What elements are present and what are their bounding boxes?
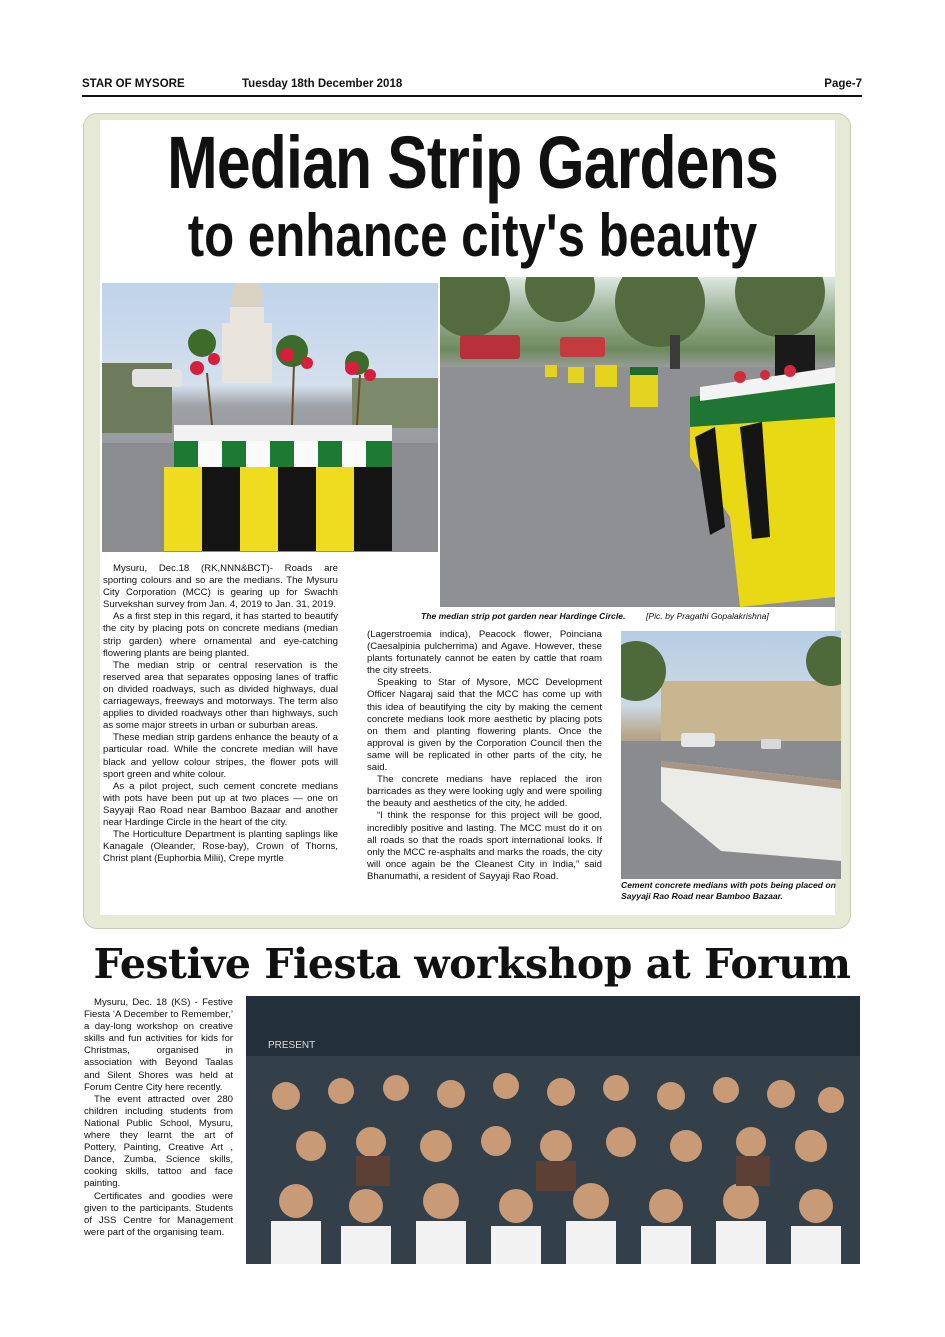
photo2-caption: Cement concrete medians with pots being placed on Sayyaji Rao Road near Bamboo Bazaar.	[621, 880, 836, 901]
hardinge-circle-photo	[440, 277, 835, 607]
header-rule	[82, 95, 862, 97]
photo1-credit: [Pic. by Pragathi Gopalakrishna]	[646, 611, 769, 621]
article1-paragraph: The concrete medians have replaced the iron barricades as they were looking ugly and were spoiling the beauty and aesthetics of the city, he added.	[367, 774, 602, 810]
festive-fiesta-group-photo	[246, 996, 860, 1264]
page-header	[82, 78, 862, 94]
article1-headline: Median Strip Gardens	[167, 121, 778, 204]
photo1-caption: The median strip pot garden near Hardinge Circle.	[421, 611, 626, 621]
page-number: Page-7	[824, 78, 862, 90]
article2-headline: Festive Fiesta workshop at Forum	[93, 940, 851, 988]
article1-paragraph: (Lagerstroemia indica), Peacock flower, Poinciana (Caesalpinia pulcherrima) and Agave. However, these plants fortunately cannot be eaten by cattle that roam the city streets.	[367, 629, 602, 677]
article1-paragraph: The Horticulture Department is planting saplings like Kanagale (Oleander, Rose-bay), Crown of Thorns, Christ plant (Euphorbia Milii), Crepe myrtle	[103, 829, 338, 865]
article2-paragraph: The event attracted over 280 children including students from National Public School, Mysuru, where they learnt the art of Pottery, Painting, Creative Art , Dance, Zumba, Science skills, cooking skills, tattoo and face painting.	[84, 1093, 233, 1190]
article1-paragraph: Mysuru, Dec.18 (RK,NNN&BCT)- Roads are sporting colours and so are the medians. The Mysuru City Corporation (MCC) is gearing up for Swachh Survekshan survey from Jan. 4, 2019 to Jan. 31, 2019.	[103, 563, 338, 611]
article1-paragraph: These median strip gardens enhance the beauty of a particular road. While the concrete median will have black and yellow colour stripes, the flower pots will sport green and white colour.	[103, 732, 338, 780]
article1-paragraph: Speaking to Star of Mysore, MCC Development Officer Nagaraj said that the MCC has come up with this idea of beautifying the city by making the cement concrete medians look more aesthetic by placing pots on them and planting flowering plants. Once the approval is given by the Corporation Council then the same will be replicated in other parts of the city, he said.	[367, 677, 602, 774]
article1-column-1	[103, 563, 338, 865]
article2-paragraph: Mysuru, Dec. 18 (KS) - Festive Fiesta ‘A December to Remember,’ a day-long workshop on creative skills and fun activities for kids for Christmas, organised in association with Beyond Taalas and Silent Shores was held at Forum Centre City here recently.	[84, 997, 233, 1093]
median-pot-photo	[102, 283, 438, 552]
photo-banner-text: PRESENT	[268, 1040, 316, 1051]
publication-name: STAR OF MYSORE	[82, 78, 185, 90]
article1-column-2	[367, 629, 602, 883]
article2-paragraph: Certificates and goodies were given to the participants. Students of JSS Centre for Management were part of the organising team.	[84, 1190, 233, 1238]
sayyaji-rao-road-photo	[621, 631, 841, 879]
article1-subheadline: to enhance city's beauty	[187, 202, 758, 269]
article1-paragraph: “I think the response for this project will be good, incredibly positive and lasting. The MCC must do it on all roads so that the roads sport international looks. If only the MCC re-asphalts and marks the roads, the city will once again be the Cleanest City in India,” said Bhanumathi, a resident of Sayyaji Rao Road.	[367, 810, 602, 882]
article1-paragraph: As a pilot project, such cement concrete medians with pots have been put up at two places — one on Sayyaji Rao Road near Bamboo Bazaar and another near Hardinge Circle in the heart of the city.	[103, 780, 338, 828]
article1-paragraph: The median strip or central reservation is the reserved area that separates opposing lanes of traffic on divided roadways, such as divided highways, dual carriageways, freeways and motorways. The term also applies to divided roadways other than highways, such as some major streets in urban or suburban areas.	[103, 659, 338, 732]
article1-paragraph: As a first step in this regard, it has started to beautify the city by placing pots on concrete medians (median strip garden) where ornamental and eye-catching flowering plants are being planted.	[103, 611, 338, 659]
issue-date: Tuesday 18th December 2018	[242, 78, 403, 90]
article2-column	[84, 997, 233, 1239]
